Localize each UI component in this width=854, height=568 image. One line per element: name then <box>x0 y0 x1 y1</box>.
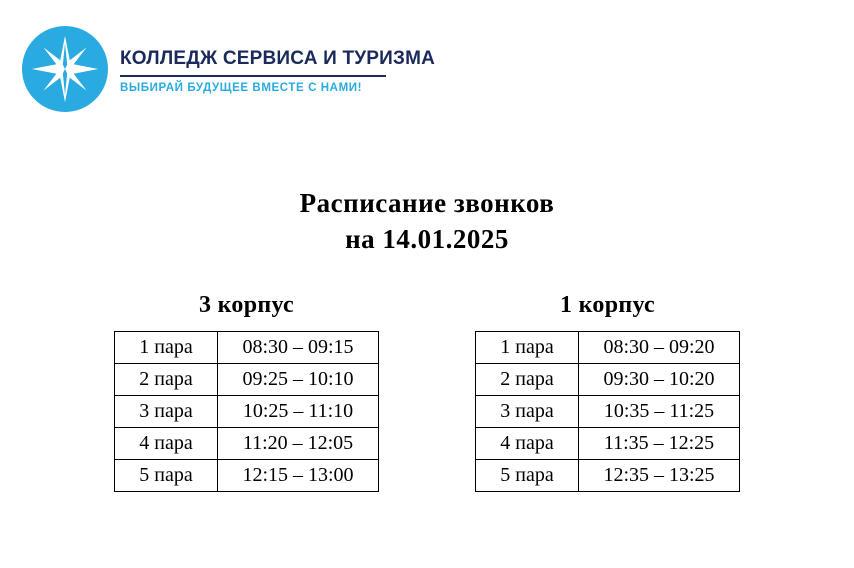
lesson-time: 09:25 – 10:10 <box>218 364 379 396</box>
table-row <box>476 364 740 396</box>
lesson-label: 5 пара <box>115 460 218 492</box>
college-logo <box>22 26 435 112</box>
building-3-heading: 3 корпус <box>198 292 294 318</box>
building-3-table <box>114 331 379 492</box>
lesson-time: 08:30 – 09:20 <box>579 332 740 364</box>
lesson-label: 1 пара <box>115 332 218 364</box>
logo-divider <box>120 75 386 77</box>
building-1-table <box>475 331 740 492</box>
building-3-block <box>114 292 379 492</box>
page-title-line-2: на 14.01.2025 <box>345 223 509 254</box>
lesson-time: 12:15 – 13:00 <box>218 460 379 492</box>
building-1-block <box>475 292 740 492</box>
table-row <box>115 332 379 364</box>
table-row <box>476 460 740 492</box>
table-row <box>115 364 379 396</box>
lesson-label: 4 пара <box>115 428 218 460</box>
table-row <box>115 460 379 492</box>
compass-star-icon <box>29 33 101 105</box>
table-row <box>476 428 740 460</box>
table-row <box>115 396 379 428</box>
lesson-time: 09:30 – 10:20 <box>579 364 740 396</box>
table-row <box>115 428 379 460</box>
lesson-time: 08:30 – 09:15 <box>218 332 379 364</box>
building-1-heading: 1 корпус <box>559 292 655 318</box>
table-row <box>476 396 740 428</box>
lesson-time: 10:35 – 11:25 <box>579 396 740 428</box>
lesson-label: 4 пара <box>476 428 579 460</box>
logo-text-block <box>120 44 435 94</box>
page-title <box>0 186 854 257</box>
lesson-time: 10:25 – 11:10 <box>218 396 379 428</box>
lesson-label: 3 пара <box>476 396 579 428</box>
logo-circle <box>22 26 108 112</box>
lesson-label: 3 пара <box>115 396 218 428</box>
page-title-line-1: Расписание звонков <box>299 188 555 218</box>
lesson-label: 2 пара <box>115 364 218 396</box>
lesson-time: 12:35 – 13:25 <box>579 460 740 492</box>
table-row <box>476 332 740 364</box>
logo-title: КОЛЛЕДЖ СЕРВИСА И ТУРИЗМА <box>120 48 436 69</box>
lesson-label: 1 пара <box>476 332 579 364</box>
logo-subtitle: ВЫБИРАЙ БУДУЩЕЕ ВМЕСТЕ С НАМИ! <box>120 82 363 94</box>
lesson-time: 11:20 – 12:05 <box>218 428 379 460</box>
lesson-time: 11:35 – 12:25 <box>579 428 740 460</box>
schedule-tables <box>0 292 854 492</box>
lesson-label: 5 пара <box>476 460 579 492</box>
lesson-label: 2 пара <box>476 364 579 396</box>
